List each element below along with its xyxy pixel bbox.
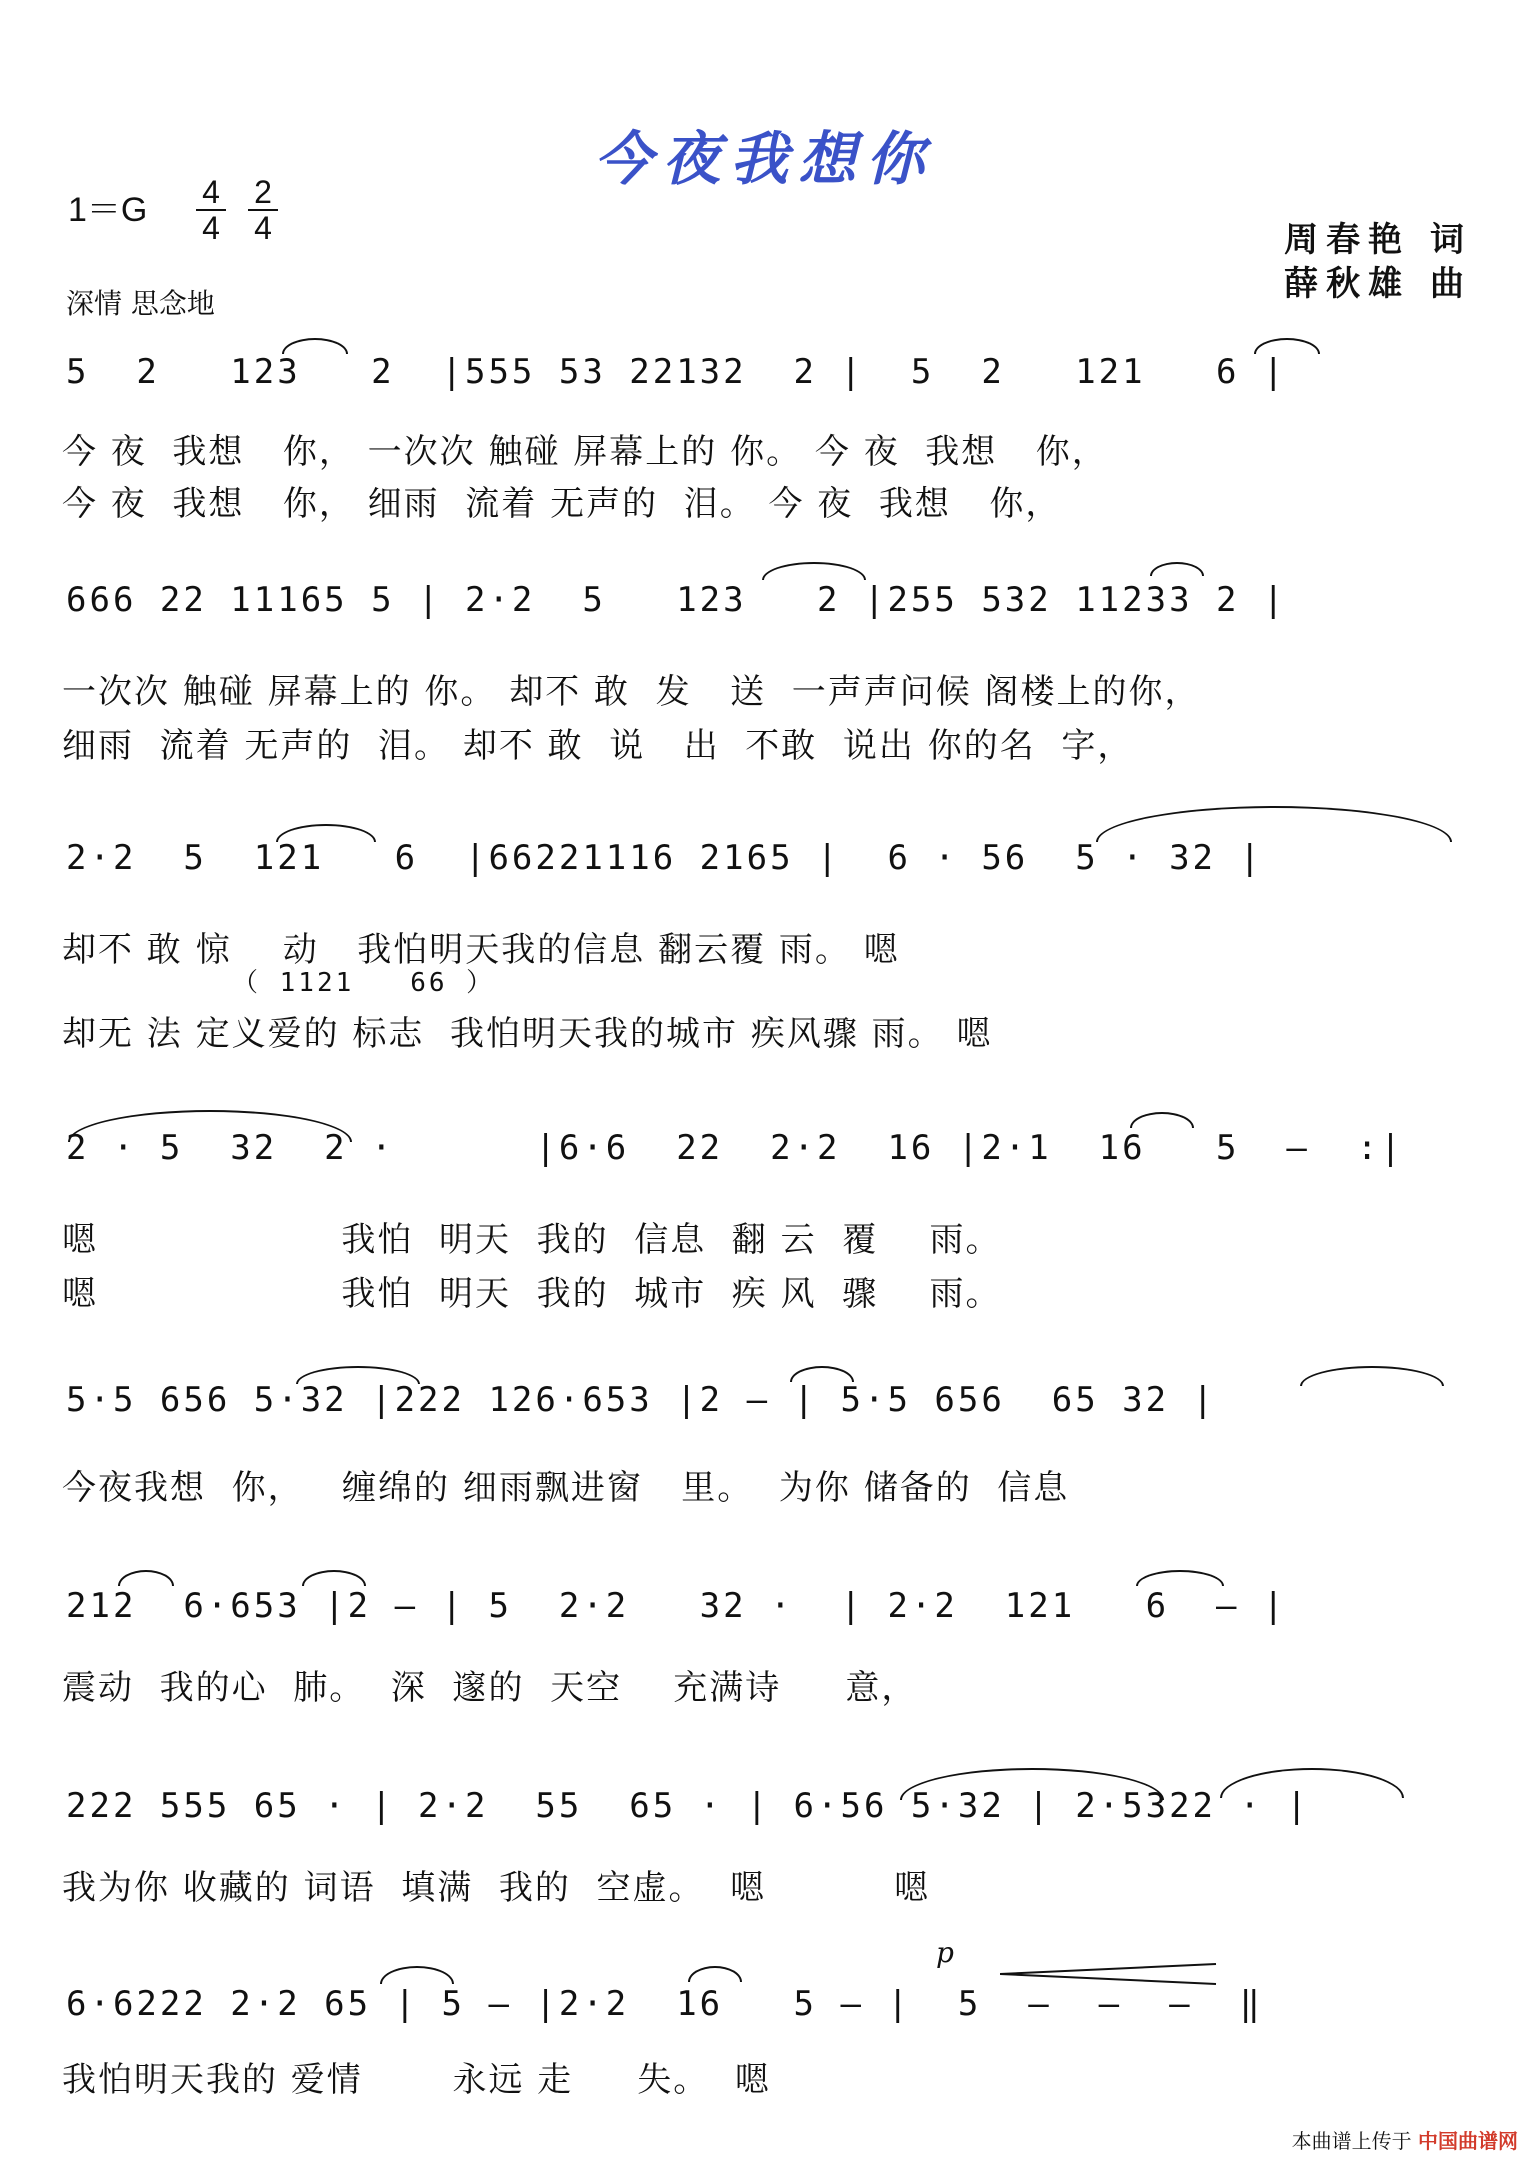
notation-line-3: 2·2 5 121 6 |66221116 2165 | 6 · 56 5 · 32 | xyxy=(66,838,1263,878)
time-sig-2-top: 2 xyxy=(254,174,272,210)
time-sig-2-bottom: 4 xyxy=(254,210,272,246)
slur-mark xyxy=(1150,562,1204,576)
footer-prefix: 本曲谱上传于 xyxy=(1291,2129,1412,2153)
notation-line-1: 5 2 123 2 |555 53 22132 2 | 5 2 121 6 | xyxy=(66,352,1287,392)
lyric-line-1b: 今 夜 我想 你， 细雨 流着 无声的 泪。 今 夜 我想 你， xyxy=(62,484,1062,524)
slur-mark xyxy=(380,1966,454,1984)
lyric-line-2b: 细雨 流着 无声的 泪。 却不 敢 说 出 不敢 说出 你的名 字， xyxy=(62,726,1134,766)
key-signature: 1＝G xyxy=(68,191,148,229)
lyric-line-6: 震动 我的心 肺。 深 邃的 天空 充满诗 意， xyxy=(62,1668,918,1708)
time-signature-1 xyxy=(196,176,226,244)
notation-line-5: 5·5 656 5·32 |222 126·653 |2 — | 5·5 656 65 32 | xyxy=(66,1380,1217,1420)
tempo-marking: 深情 思念地 xyxy=(66,287,215,320)
slur-mark xyxy=(762,562,866,580)
time-sig-1-top: 4 xyxy=(202,174,220,210)
lyric-line-3a: 却不 敢 惊 动 我怕明天我的信息 翻云覆 雨。 嗯 xyxy=(62,930,900,970)
notation-line-6: 212 6·653 |2 — | 5 2·2 32 · | 2·2 121 6 — | xyxy=(66,1586,1287,1626)
lyric-line-4b: 嗯 我怕 明天 我的 城市 疾 风 骤 雨。 xyxy=(62,1274,1002,1314)
slur-mark xyxy=(688,1966,742,1982)
time-signature-2 xyxy=(248,176,278,244)
notation-line-8: 6·6222 2·2 65 | 5 — |2·2 16 5 — | 5 — — — ‖ xyxy=(66,1984,1263,2024)
lyric-line-7: 我为你 收藏的 词语 填满 我的 空虚。 嗯 嗯 xyxy=(62,1868,931,1908)
lyricist-credit: 周春艳 词 xyxy=(1284,220,1472,260)
lyric-line-1a: 今 夜 我想 你， 一次次 触碰 屏幕上的 你。 今 夜 我想 你， xyxy=(62,432,1108,472)
dynamic-marking: p xyxy=(936,1936,954,1969)
slur-mark xyxy=(302,1570,366,1586)
slur-mark xyxy=(1130,1112,1194,1128)
lyric-line-8: 我怕明天我的 爱情 永远 走 失。 嗯 xyxy=(62,2060,771,2100)
slur-mark xyxy=(1300,1366,1444,1386)
time-sig-1-bottom: 4 xyxy=(202,210,220,246)
slur-mark xyxy=(1096,806,1452,842)
lyric-line-4a: 嗯 我怕 明天 我的 信息 翻 云 覆 雨。 xyxy=(62,1220,1002,1260)
notation-line-7: 222 555 65 · | 2·2 55 65 · | 6·56 5·32 | 2·5322 · | xyxy=(66,1786,1310,1826)
slur-mark xyxy=(1136,1570,1224,1586)
footer-site: 中国曲谱网 xyxy=(1418,2129,1518,2153)
lyric-line-5: 今夜我想 你， 缠绵的 细雨飘进窗 里。 为你 储备的 信息 xyxy=(62,1468,1070,1508)
slur-mark xyxy=(118,1570,174,1586)
composer-credit: 薛秋雄 曲 xyxy=(1284,264,1472,304)
footer-watermark xyxy=(1292,2125,1518,2154)
notation-line-2: 666 22 11165 5 | 2·2 5 123 2 |255 532 11233 2 | xyxy=(66,580,1287,620)
score-title: 今夜我想你 xyxy=(593,125,934,193)
lyric-line-2a: 一次次 触碰 屏幕上的 你。 却不 敢 发 送 一声声问候 阁楼上的你， xyxy=(62,672,1201,712)
notation-line-4: 2 · 5 32 2 · |6·6 22 2·2 16 |2·1 16 5 — :| xyxy=(66,1128,1404,1168)
alternate-notes: （ 1121 66 ） xyxy=(232,968,496,998)
lyric-line-3b: 却无 法 定义爱的 标志 我怕明天我的城市 疾风骤 雨。 嗯 xyxy=(62,1014,993,1054)
